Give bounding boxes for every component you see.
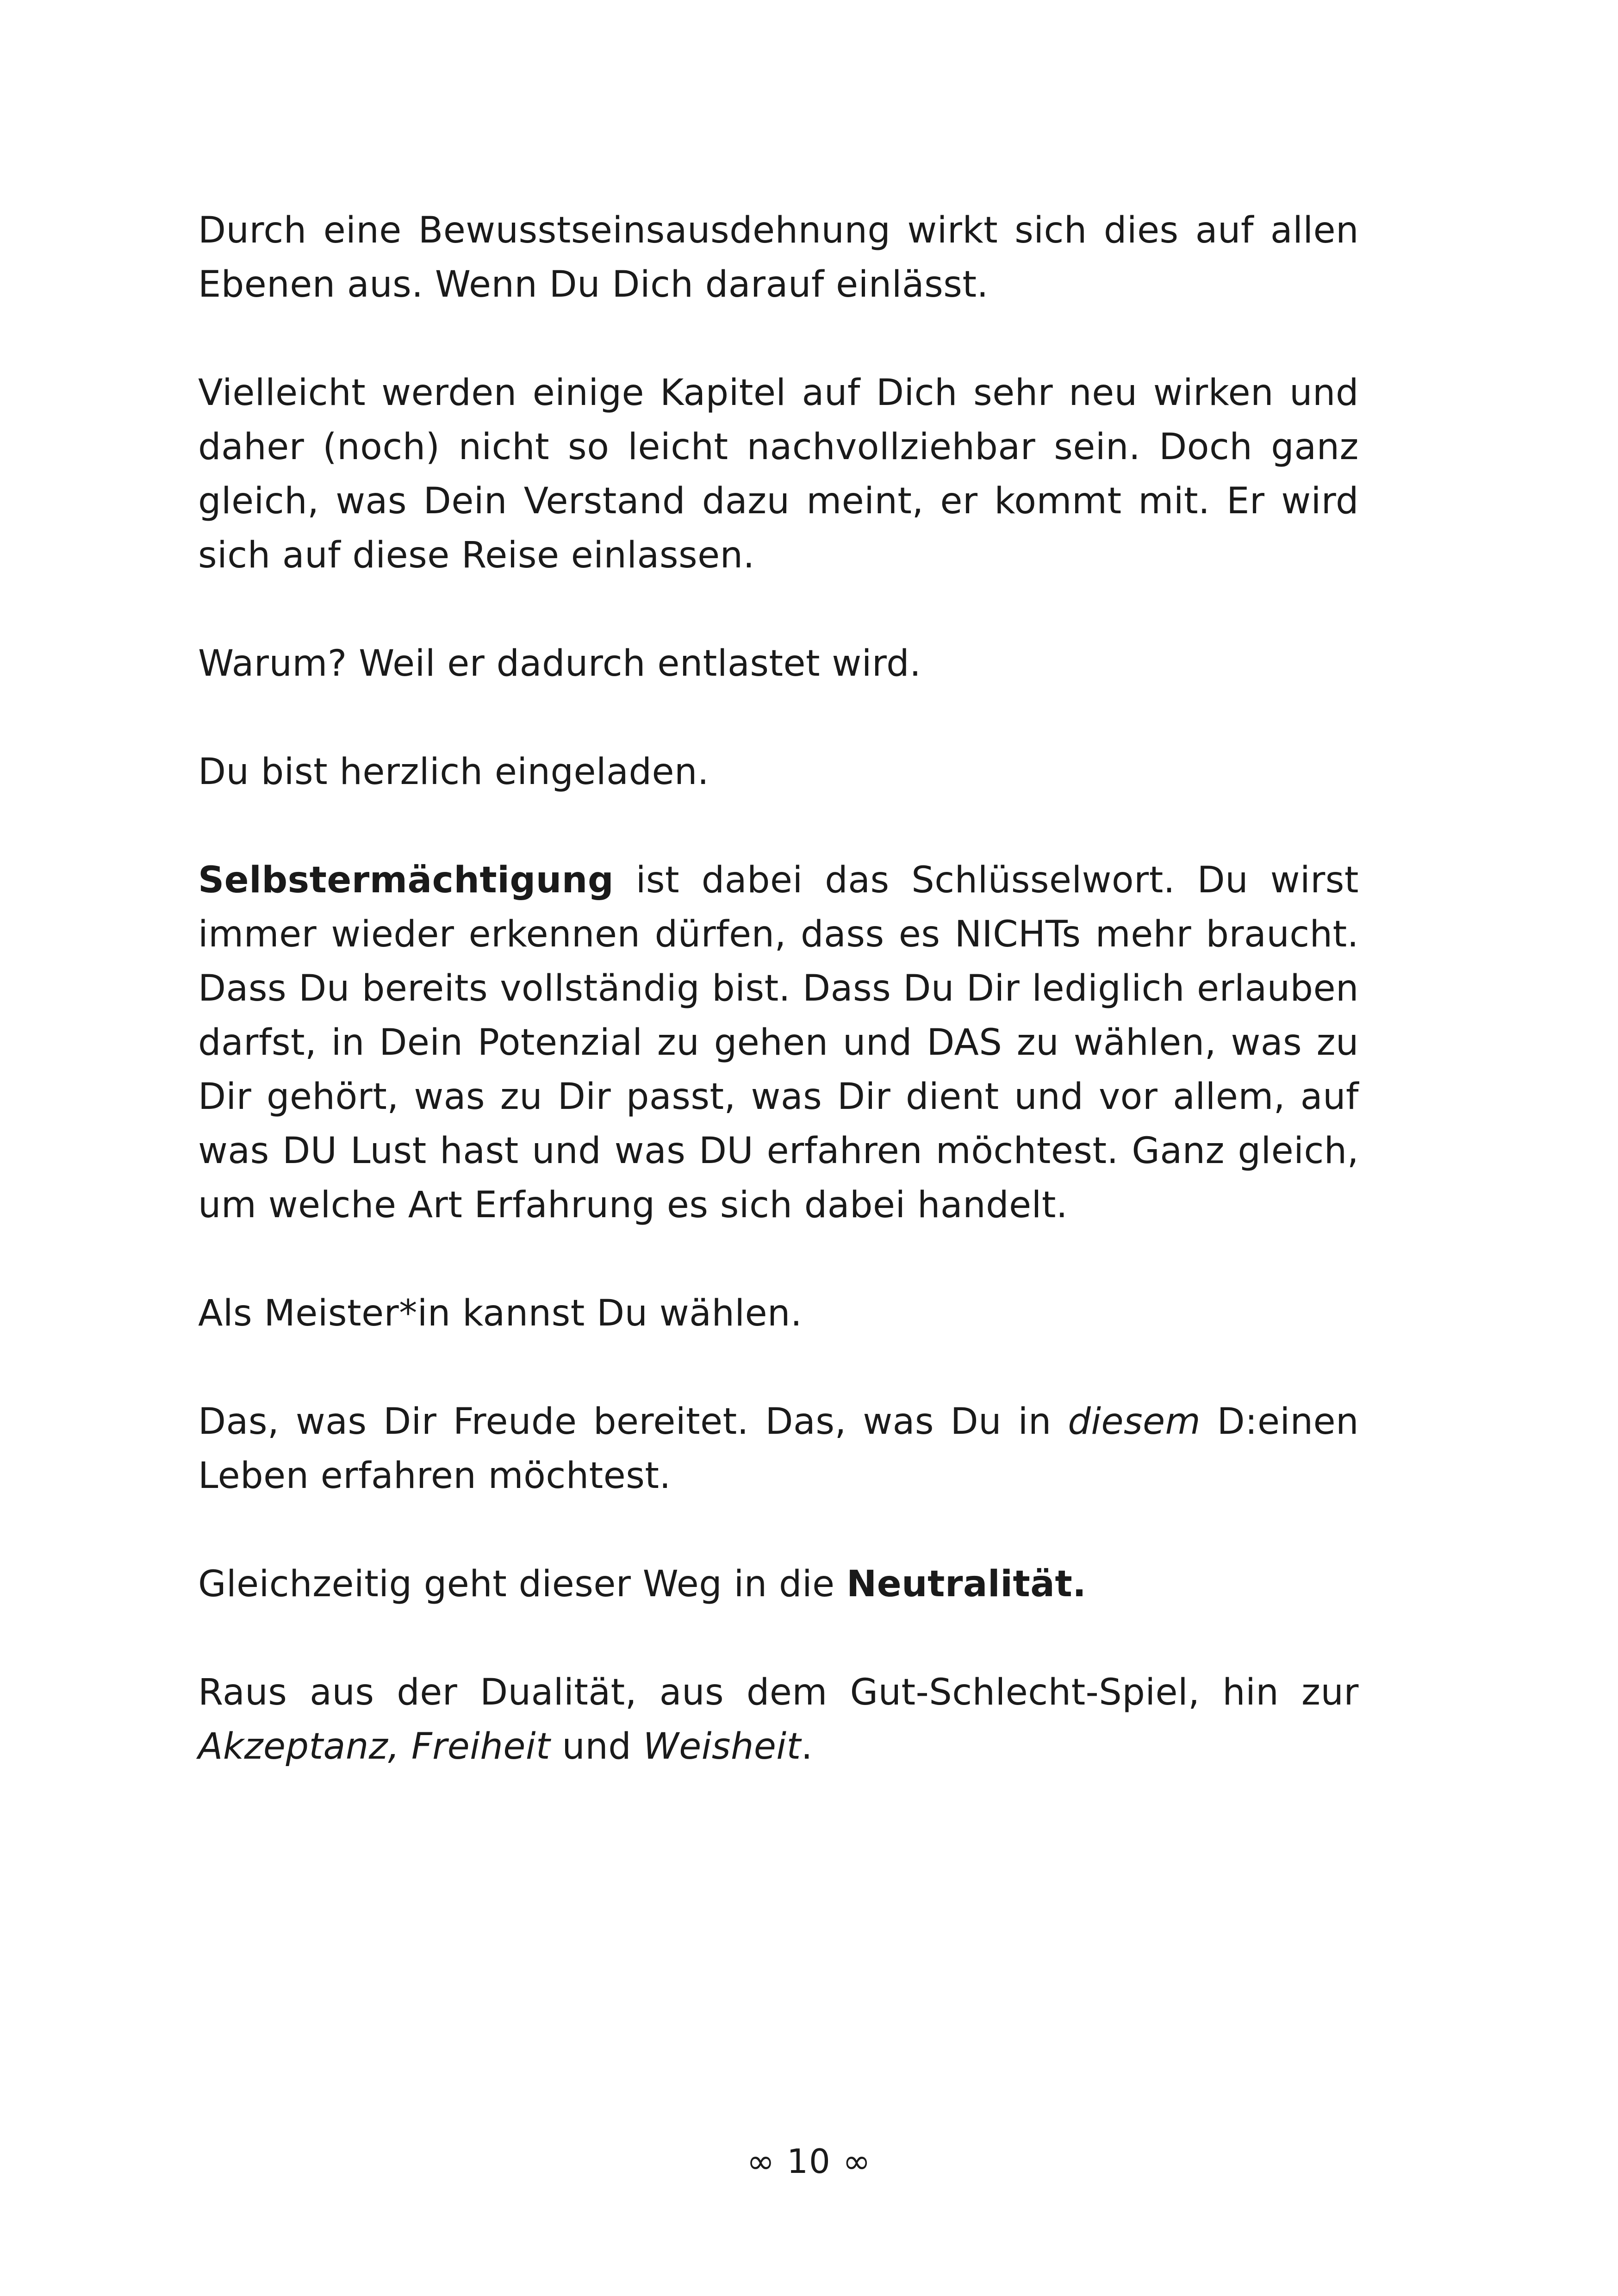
paragraph-8 [198, 1557, 1359, 1612]
paragraph-9-text-middle: und [550, 1726, 643, 1767]
body-text [198, 204, 1359, 1828]
page-number: ∞ 10 ∞ [747, 2142, 871, 2181]
paragraph-6-text: Als Meister*in kannst Du wählen. [198, 1293, 803, 1334]
paragraph-7-text-end: D:einen Leben erfahren möchtest. [198, 1401, 1359, 1497]
paragraph-7-text-start: Das, was Dir Freude bereitet. Das, was Du in [198, 1401, 1068, 1443]
paragraph-4-text: Du bist herzlich eingeladen. [198, 751, 709, 793]
paragraph-9-text-start: Raus aus der Dualität, aus dem Gut-Schlecht-Spiel, hin zur [198, 1672, 1359, 1713]
paragraph-6 [198, 1287, 1359, 1341]
paragraph-7 [198, 1395, 1359, 1503]
paragraph-5-text: ist dabei das Schlüsselwort. Du wirst immer wieder erkennen dürfen, dass es NICHTs mehr braucht. Dass Du bereits vollständig bist. Dass Du Dir lediglich erlauben darfst, in Dein Potenzial zu gehen und DAS zu wählen, was zu Dir gehört, was zu Dir passt, was Dir dient und vor allem, auf was DU Lust hast und was DU erfahren möchtest. Ganz gleich, um welche Art Erfahrung es sich dabei handelt. [198, 859, 1359, 1226]
paragraph-9-text-end: . [801, 1726, 813, 1767]
paragraph-9 [198, 1666, 1359, 1774]
keyword-selbstermaechtigung: Selbstermächtigung [198, 859, 614, 901]
paragraph-2 [198, 366, 1359, 583]
emphasis-akzeptanz-freiheit: Akzeptanz, Freiheit [198, 1726, 551, 1767]
paragraph-3 [198, 637, 1359, 691]
paragraph-5 [198, 853, 1359, 1232]
keyword-neutralitaet: Neutralität. [846, 1563, 1087, 1605]
paragraph-2-text: Vielleicht werden einige Kapitel auf Dich sehr neu wirken und daher (noch) nicht so leicht nachvollziehbar sein. Doch ganz gleich, was Dein Verstand dazu meint, er kommt mit. Er wird sich auf diese Reise einlassen. [198, 372, 1359, 576]
emphasis-diesem: diesem [1068, 1401, 1201, 1443]
paragraph-4 [198, 745, 1359, 799]
paragraph-3-text: Warum? Weil er dadurch entlastet wird. [198, 643, 921, 684]
paragraph-8-text: Gleichzeitig geht dieser Weg in die [198, 1563, 846, 1605]
emphasis-weisheit: Weisheit [643, 1726, 801, 1767]
paragraph-1-text: Durch eine Bewusstseinsausdehnung wirkt sich dies auf allen Ebenen aus. Wenn Du Dich darauf einlässt. [198, 210, 1359, 305]
paragraph-1 [198, 204, 1359, 312]
